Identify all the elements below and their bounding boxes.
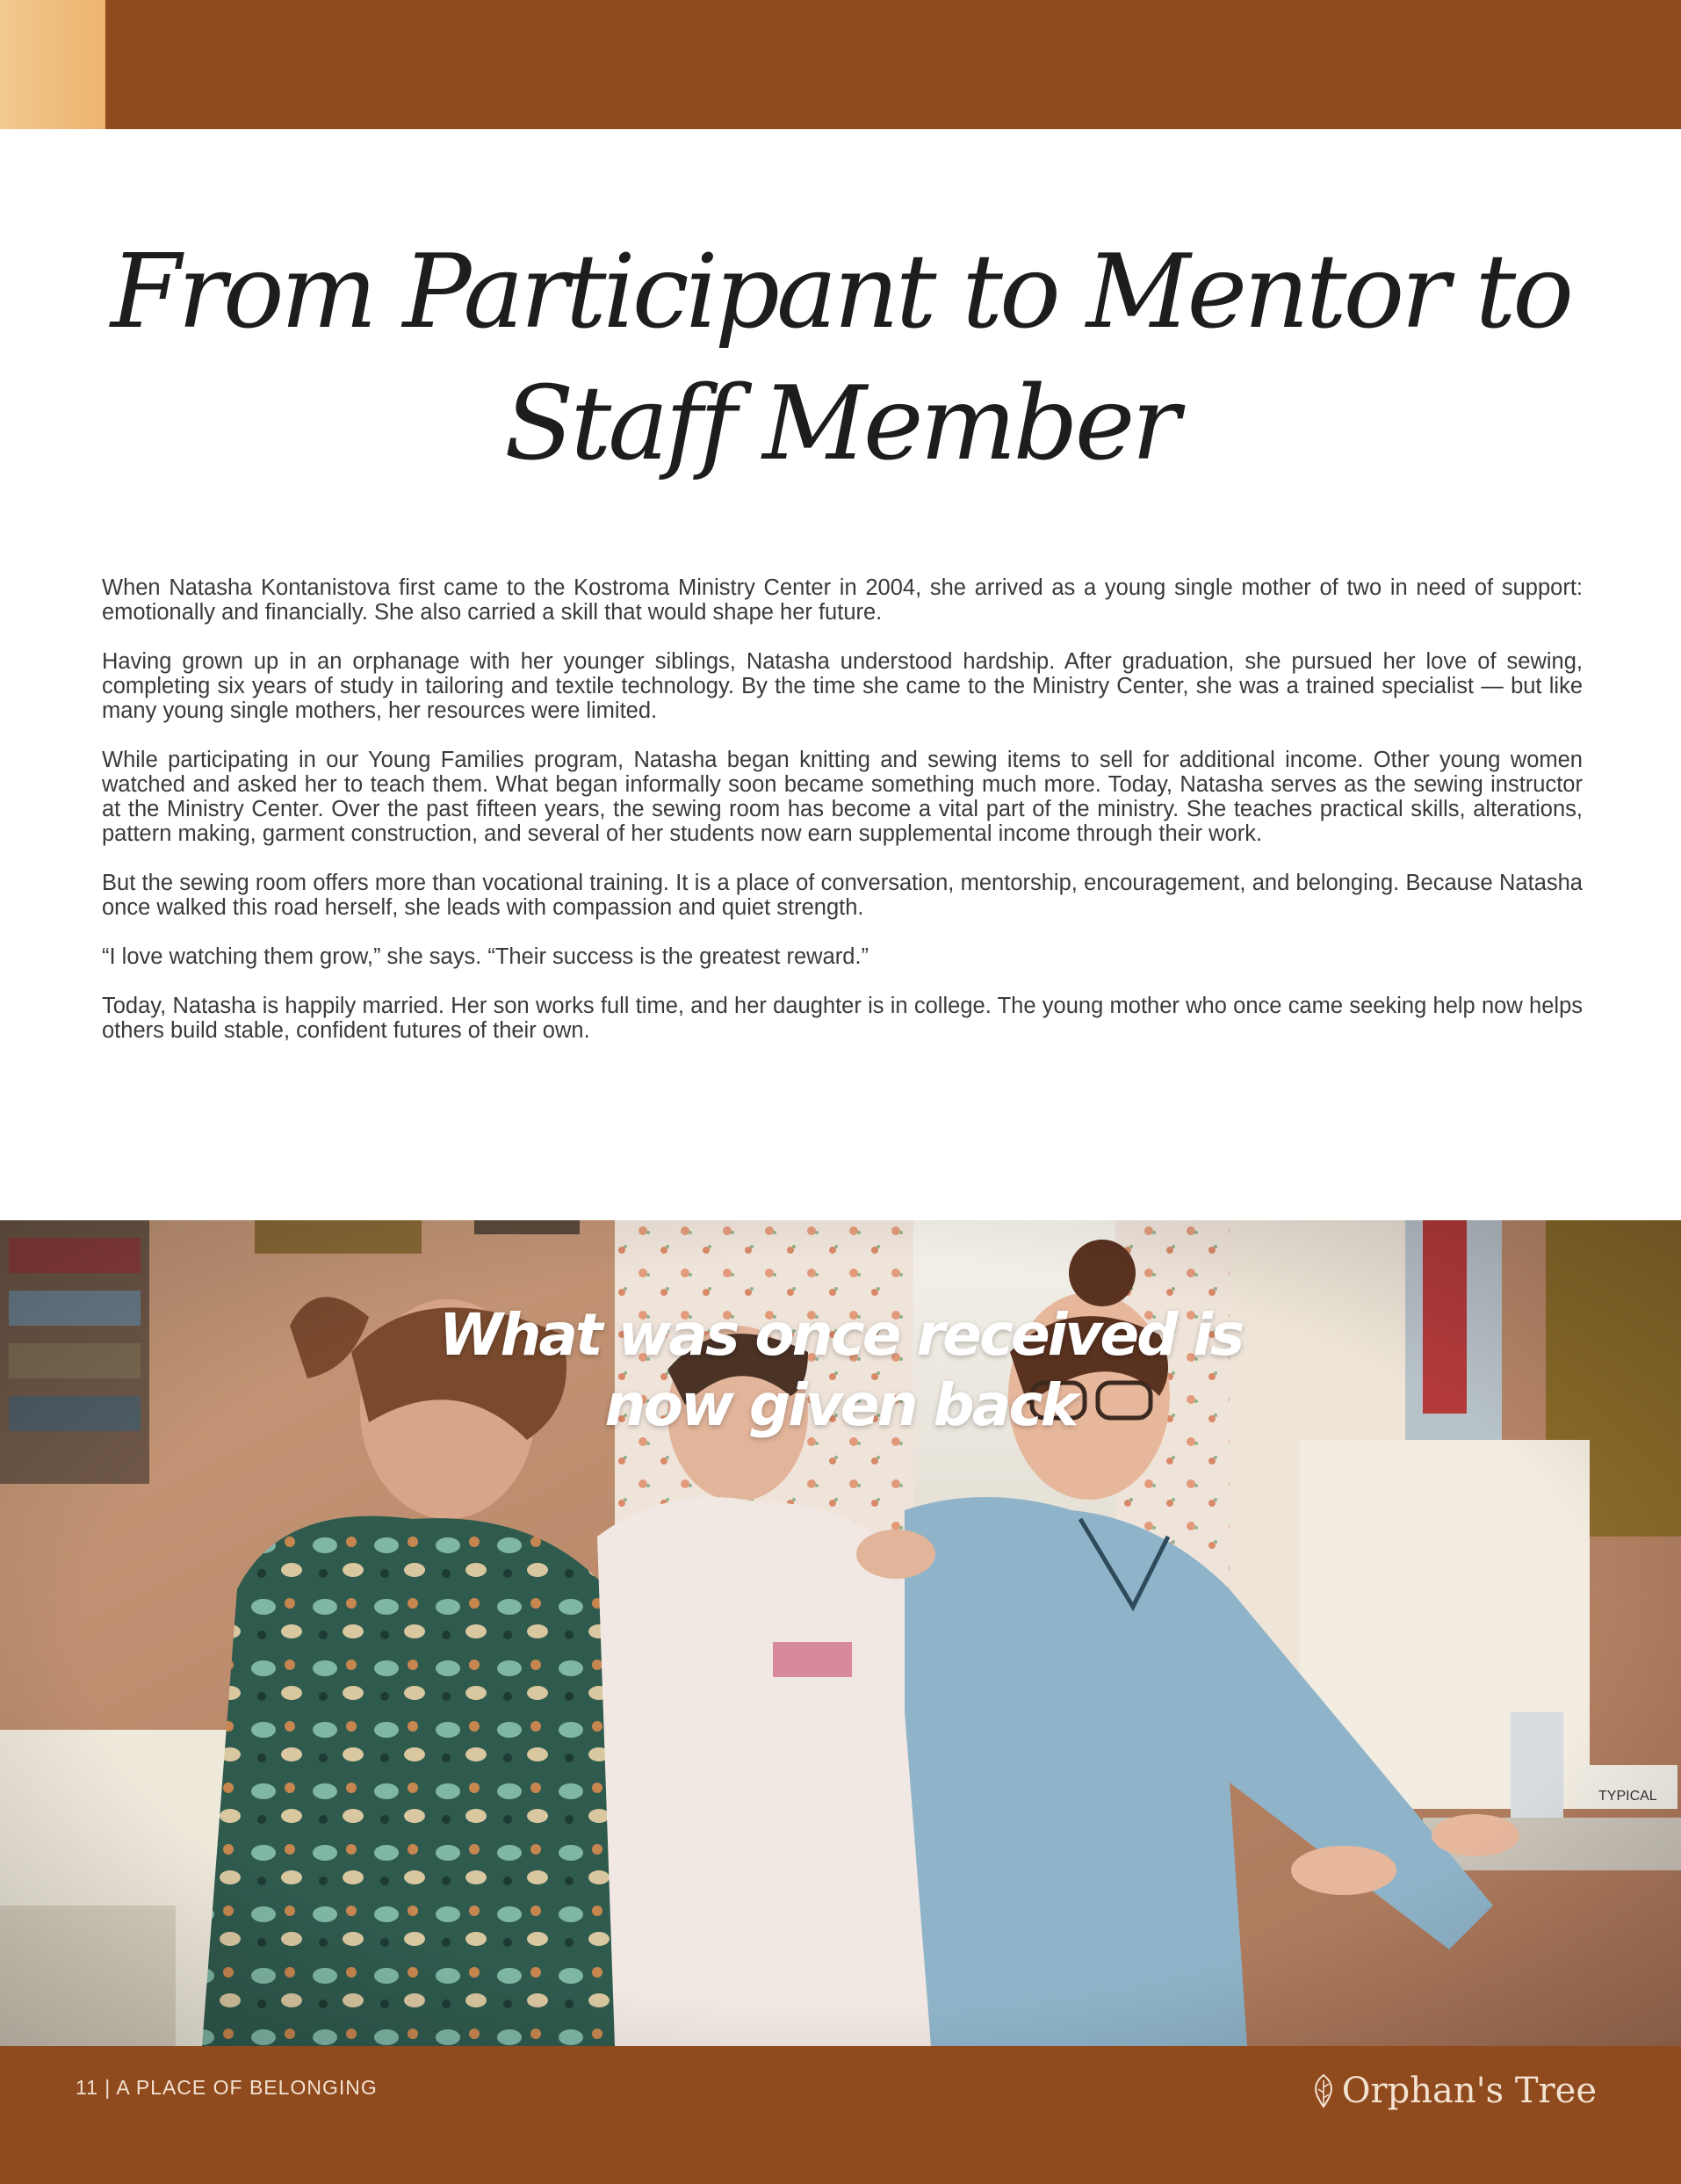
caption-line-1: What was once received is: [438, 1301, 1243, 1369]
photo-caption: [0, 1300, 1681, 1441]
tree-leaf-icon: [1310, 2073, 1337, 2108]
paragraph: While participating in our Young Families program, Natasha began knitting and sewing items to sell for additional income. Other young women watched and asked her to teach them. What began informally soon became something much more. Today, Natasha serves as the sewing instructor at the Ministry Center. Over the past fifteen years, the sewing room has become a vital part of the ministry. She teaches practical skills, alterations, pattern making, garment construction, and several of her students now earn supplemental income through their work.: [102, 748, 1583, 846]
brand-logo-group: [1310, 2072, 1597, 2110]
title-line-1: From Participant to Mentor to: [110, 233, 1571, 351]
article-title: [0, 227, 1681, 490]
paragraph: Having grown up in an orphanage with her younger siblings, Natasha understood hardship. After graduation, she pursued her love of sewing, completing six years of study in tailoring and textile technology. By the time she came to the Ministry Center, she was a trained specialist — but like many young single mothers, her resources were limited.: [102, 649, 1583, 723]
article-body: [102, 575, 1583, 1067]
title-line-2: Staff Member: [504, 365, 1177, 483]
top-accent-block: [0, 0, 105, 129]
paragraph: When Natasha Kontanistova first came to the Kostroma Ministry Center in 2004, she arrived as a young single mother of two in need of support: emotionally and financially. She also carried a skill that would shape her future.: [102, 575, 1583, 625]
page-number-label: 11 | A PLACE OF BELONGING: [76, 2076, 378, 2099]
top-color-band: [0, 0, 1681, 129]
paragraph: Today, Natasha is happily married. Her son works full time, and her daughter is in college. The young mother who once came seeking help now helps others build stable, confident futures of their own.: [102, 994, 1583, 1043]
footer-band: [0, 2046, 1681, 2184]
brand-name: Orphan's Tree: [1341, 2071, 1597, 2111]
caption-line-2: now given back: [604, 1371, 1077, 1439]
paragraph: But the sewing room offers more than vocational training. It is a place of conversation, mentorship, encouragement, and belonging. Because Natasha once walked this road herself, she leads with compassion and quiet strength.: [102, 871, 1583, 920]
quote-paragraph: “I love watching them grow,” she says. “Their success is the greatest reward.”: [102, 944, 869, 969]
